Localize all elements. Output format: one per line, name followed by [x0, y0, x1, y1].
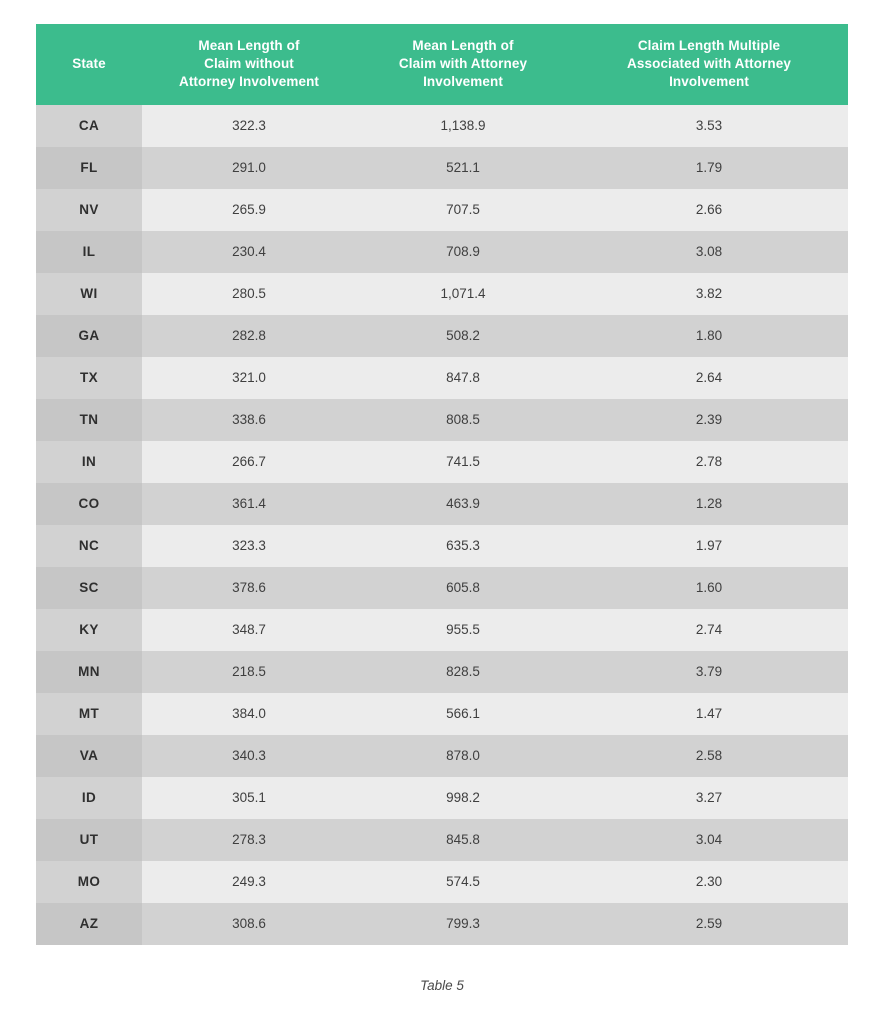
cell-with-attorney: 508.2	[356, 315, 570, 357]
cell-multiple: 3.82	[570, 273, 848, 315]
cell-with-attorney: 998.2	[356, 777, 570, 819]
cell-with-attorney: 828.5	[356, 651, 570, 693]
cell-with-attorney: 707.5	[356, 189, 570, 231]
cell-without-attorney: 280.5	[142, 273, 356, 315]
cell-without-attorney: 321.0	[142, 357, 356, 399]
table-row	[36, 357, 848, 399]
cell-state: UT	[36, 819, 142, 861]
cell-multiple: 3.08	[570, 231, 848, 273]
column-header-with-attorney	[356, 24, 570, 105]
table-row	[36, 315, 848, 357]
column-header-claim-length-multiple-line-1: Claim Length Multiple	[637, 38, 781, 53]
cell-state: NV	[36, 189, 142, 231]
table-row	[36, 231, 848, 273]
cell-with-attorney: 1,071.4	[356, 273, 570, 315]
table-row	[36, 819, 848, 861]
cell-without-attorney: 378.6	[142, 567, 356, 609]
cell-without-attorney: 249.3	[142, 861, 356, 903]
cell-without-attorney: 308.6	[142, 903, 356, 945]
table-row	[36, 651, 848, 693]
cell-with-attorney: 635.3	[356, 525, 570, 567]
table-row	[36, 609, 848, 651]
cell-state: KY	[36, 609, 142, 651]
table-row	[36, 693, 848, 735]
cell-state: VA	[36, 735, 142, 777]
cell-without-attorney: 322.3	[142, 105, 356, 147]
cell-multiple: 3.27	[570, 777, 848, 819]
cell-state: MO	[36, 861, 142, 903]
cell-state: IN	[36, 441, 142, 483]
column-header-claim-length-multiple-line-2: Associated with Attorney	[627, 56, 791, 72]
column-header-with-attorney-line-3: Involvement	[423, 74, 503, 90]
cell-multiple: 2.58	[570, 735, 848, 777]
cell-without-attorney: 230.4	[142, 231, 356, 273]
cell-state: CA	[36, 105, 142, 147]
cell-state: FL	[36, 147, 142, 189]
cell-with-attorney: 521.1	[356, 147, 570, 189]
cell-with-attorney: 799.3	[356, 903, 570, 945]
table-row	[36, 105, 848, 147]
cell-without-attorney: 340.3	[142, 735, 356, 777]
table-row	[36, 273, 848, 315]
column-header-claim-length-multiple-line-3: Involvement	[669, 74, 749, 90]
cell-with-attorney: 845.8	[356, 819, 570, 861]
cell-with-attorney: 574.5	[356, 861, 570, 903]
cell-multiple: 2.30	[570, 861, 848, 903]
cell-state: SC	[36, 567, 142, 609]
column-header-without-attorney-line-1: Mean Length of	[198, 38, 300, 53]
cell-with-attorney: 741.5	[356, 441, 570, 483]
column-header-with-attorney-line-1: Mean Length of	[412, 38, 514, 53]
cell-multiple: 2.39	[570, 399, 848, 441]
cell-with-attorney: 847.8	[356, 357, 570, 399]
cell-multiple: 1.47	[570, 693, 848, 735]
table-caption: Table 5	[420, 978, 464, 993]
table-row	[36, 147, 848, 189]
table-row	[36, 735, 848, 777]
cell-without-attorney: 384.0	[142, 693, 356, 735]
cell-with-attorney: 808.5	[356, 399, 570, 441]
cell-state: ID	[36, 777, 142, 819]
cell-multiple: 1.80	[570, 315, 848, 357]
cell-multiple: 2.59	[570, 903, 848, 945]
top-caption	[36, 0, 848, 16]
cell-with-attorney: 708.9	[356, 231, 570, 273]
column-header-without-attorney	[142, 24, 356, 105]
cell-without-attorney: 348.7	[142, 609, 356, 651]
column-header-with-attorney-line-2: Claim with Attorney	[398, 56, 528, 72]
table-row	[36, 441, 848, 483]
cell-multiple: 1.60	[570, 567, 848, 609]
cell-state: IL	[36, 231, 142, 273]
table-row	[36, 189, 848, 231]
column-header-without-attorney-line-3: Attorney Involvement	[178, 74, 320, 90]
table-body	[36, 105, 848, 945]
cell-state: WI	[36, 273, 142, 315]
cell-without-attorney: 338.6	[142, 399, 356, 441]
cell-multiple: 2.64	[570, 357, 848, 399]
cell-state: TX	[36, 357, 142, 399]
cell-without-attorney: 291.0	[142, 147, 356, 189]
cell-without-attorney: 265.9	[142, 189, 356, 231]
table-row	[36, 903, 848, 945]
cell-without-attorney: 323.3	[142, 525, 356, 567]
table-row	[36, 399, 848, 441]
cell-with-attorney: 955.5	[356, 609, 570, 651]
cell-multiple: 3.79	[570, 651, 848, 693]
cell-multiple: 2.78	[570, 441, 848, 483]
column-header-claim-length-multiple	[570, 24, 848, 105]
cell-without-attorney: 218.5	[142, 651, 356, 693]
cell-multiple: 1.28	[570, 483, 848, 525]
cell-multiple: 1.97	[570, 525, 848, 567]
cell-state: GA	[36, 315, 142, 357]
cell-state: TN	[36, 399, 142, 441]
column-header-state	[36, 24, 142, 105]
cell-state: NC	[36, 525, 142, 567]
cell-multiple: 2.74	[570, 609, 848, 651]
cell-with-attorney: 878.0	[356, 735, 570, 777]
cell-state: CO	[36, 483, 142, 525]
cell-state: MN	[36, 651, 142, 693]
cell-with-attorney: 566.1	[356, 693, 570, 735]
cell-state: MT	[36, 693, 142, 735]
table-header	[36, 24, 848, 105]
cell-multiple: 2.66	[570, 189, 848, 231]
cell-multiple: 3.53	[570, 105, 848, 147]
column-header-without-attorney-line-2: Claim without	[204, 56, 294, 72]
table-row	[36, 525, 848, 567]
cell-with-attorney: 605.8	[356, 567, 570, 609]
column-header-state-line-1: State	[72, 56, 106, 72]
table-row	[36, 567, 848, 609]
cell-state: AZ	[36, 903, 142, 945]
cell-with-attorney: 1,138.9	[356, 105, 570, 147]
table-container	[36, 24, 848, 945]
cell-with-attorney: 463.9	[356, 483, 570, 525]
table-row	[36, 483, 848, 525]
cell-without-attorney: 278.3	[142, 819, 356, 861]
cell-without-attorney: 266.7	[142, 441, 356, 483]
cell-multiple: 1.79	[570, 147, 848, 189]
cell-without-attorney: 361.4	[142, 483, 356, 525]
cell-without-attorney: 282.8	[142, 315, 356, 357]
claim-length-table	[36, 24, 848, 945]
cell-without-attorney: 305.1	[142, 777, 356, 819]
table-header-row	[36, 24, 848, 105]
table-row	[36, 861, 848, 903]
cell-multiple: 3.04	[570, 819, 848, 861]
table-row	[36, 777, 848, 819]
